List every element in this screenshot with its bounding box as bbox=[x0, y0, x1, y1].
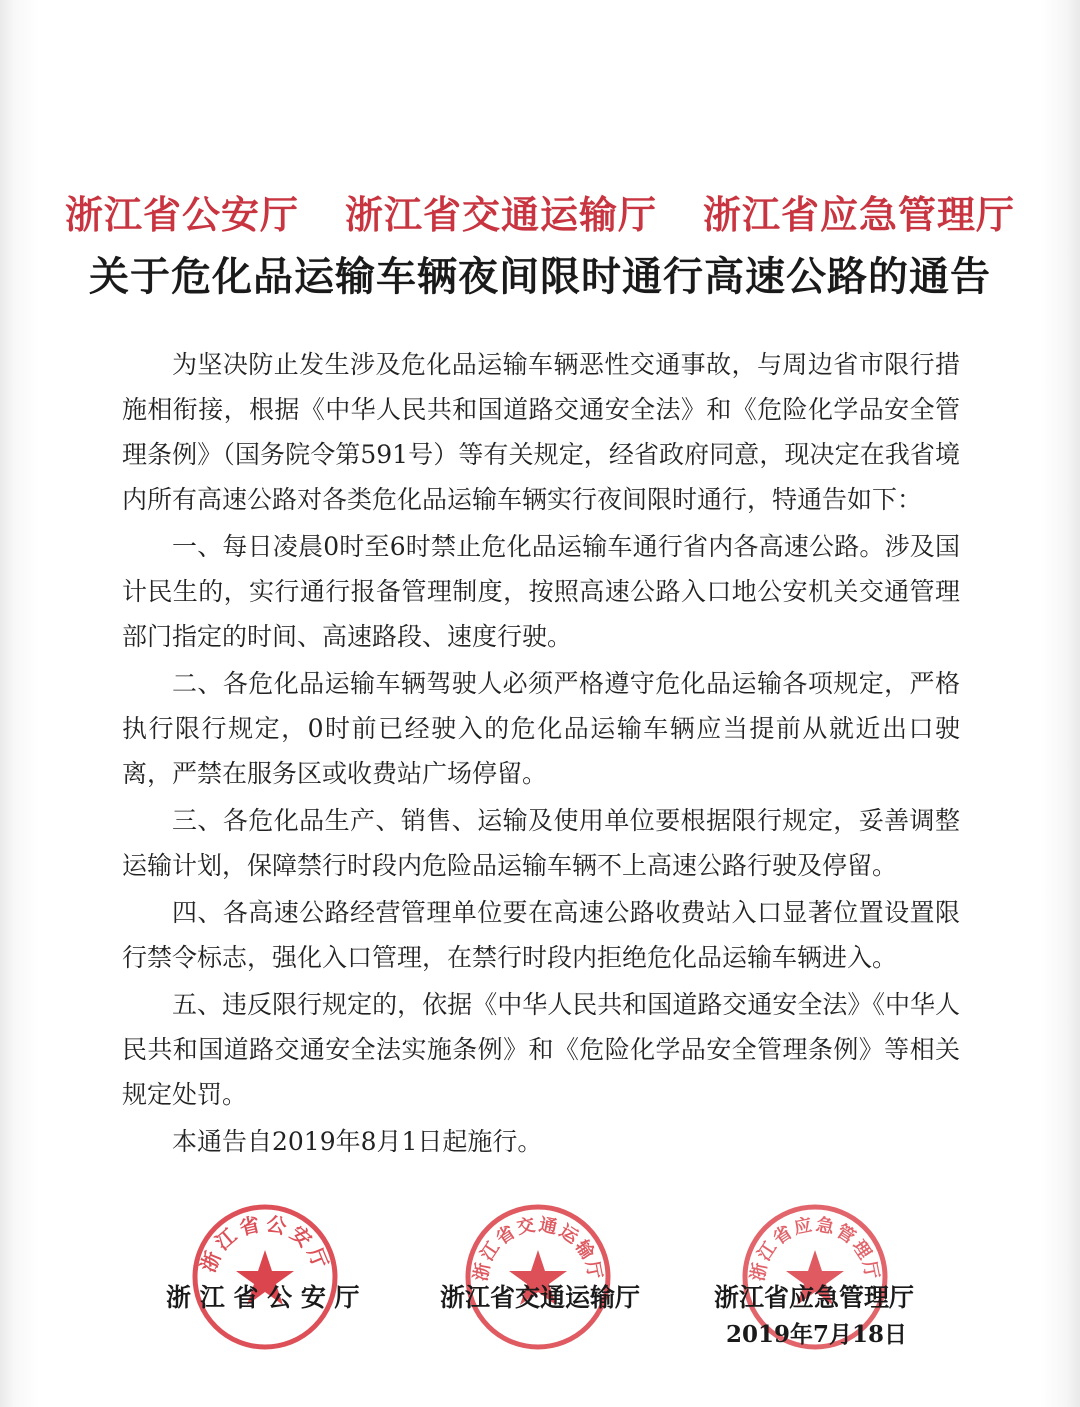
seal-3-text: 浙江省应急管理厅 bbox=[747, 1214, 883, 1283]
effective-date-paragraph: 本通告自2019年8月1日起施行。 bbox=[172, 1127, 543, 1156]
clause-4: 四、各高速公路经营管理单位要在高速公路收费站入口显著位置设置限行禁令标志，强化入口管理，在禁行时段内拒绝危化品运输车辆进入。 bbox=[122, 898, 960, 972]
issue-date: 2019年7月18日 bbox=[726, 1321, 908, 1348]
document-title: 关于危化品运输车辆夜间限时通行高速公路的通告 bbox=[89, 253, 991, 300]
clause-2: 二、各危化品运输车辆驾驶人必须严格遵守危化品运输各项规定，严格执行限行规定，0时前已经驶入的危化品运输车辆应当提前从就近出口驶离，严禁在服务区或收费站广场停留。 bbox=[122, 669, 960, 788]
issuer-transport: 浙江省交通运输厅 bbox=[344, 193, 657, 237]
signature-public-security: 浙 江 省 公 安 厅 bbox=[166, 1283, 360, 1312]
seal-transport bbox=[463, 1202, 613, 1352]
seal-2-text: 浙江省交通运输厅 bbox=[470, 1214, 606, 1283]
clause-3: 三、各危化品生产、销售、运输及使用单位要根据限行规定，妥善调整运输计划，保障禁行时段内危险品运输车辆不上高速公路行驶及停留。 bbox=[122, 806, 960, 880]
issuing-agencies bbox=[60, 184, 1020, 244]
seal-1-text: 浙江省公安厅 bbox=[195, 1211, 335, 1276]
intro-paragraph: 为坚决防止发生涉及危化品运输车辆恶性交通事故，与周边省市限行措施相衔接，根据《中华人民共和国道路交通安全法》和《危险化学品安全管理条例》（国务院令第591号）等有关规定，经省政府同意，现决定在我省境内所有高速公路对各类危化品运输车辆实行夜间限时通行，特通告如下： bbox=[122, 350, 960, 514]
issuer-public-security: 浙江省公安厅 bbox=[64, 193, 299, 237]
signature-block bbox=[0, 1200, 1080, 1407]
notice-body bbox=[122, 342, 960, 1166]
issuer-emergency: 浙江省应急管理厅 bbox=[703, 193, 1016, 237]
signature-transport: 浙江省交通运输厅 bbox=[440, 1283, 641, 1312]
clause-1: 一、每日凌晨0时至6时禁止危化品运输车通行省内各高速公路。涉及国计民生的，实行通行报备管理制度，按照高速公路入口地公安机关交通管理部门指定的时间、高速路段、速度行驶。 bbox=[122, 532, 960, 651]
seal-public-security bbox=[190, 1202, 340, 1352]
clause-5: 五、违反限行规定的，依据《中华人民共和国道路交通安全法》《中华人民共和国道路交通安全法实施条例》和《危险化学品安全管理条例》等相关规定处罚。 bbox=[122, 990, 960, 1109]
signature-emergency: 浙江省应急管理厅 bbox=[714, 1283, 915, 1312]
